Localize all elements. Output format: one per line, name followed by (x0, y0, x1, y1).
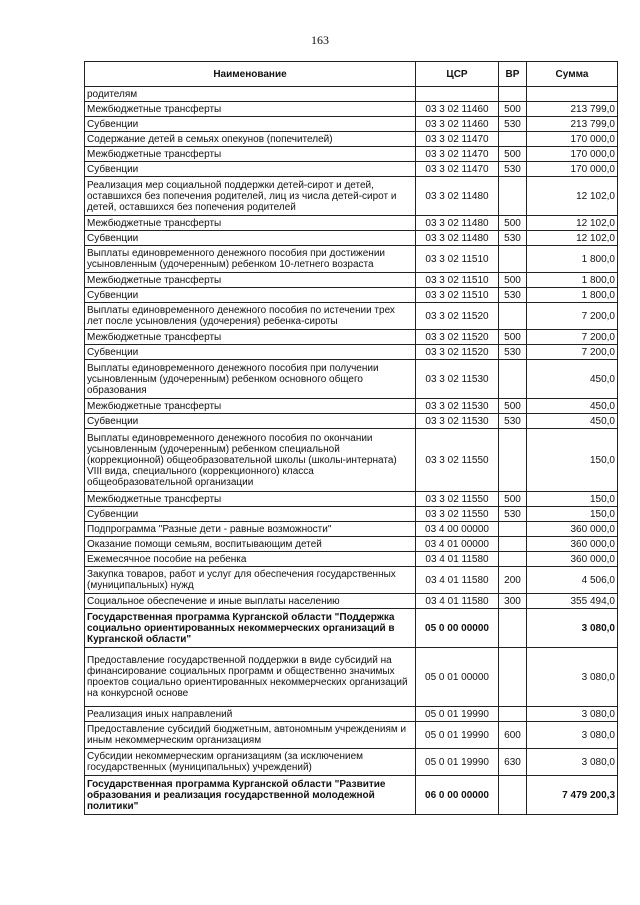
table-row (85, 749, 618, 776)
row-name-cell: Государственная программа Курганской области "Развитие образования и реализация государственной молодежной политики" (85, 776, 416, 815)
row-vr-cell: 300 (499, 594, 527, 609)
row-name-cell: Выплаты единовременного денежного пособия при получении усыновленным (удочеренным) ребенком основного общего образования (85, 360, 416, 399)
row-code-cell: 03 3 02 11510 (416, 246, 499, 273)
table-row (85, 162, 618, 177)
table-row (85, 132, 618, 147)
row-sum-cell: 3 080,0 (527, 648, 618, 707)
row-code-cell: 05 0 01 00000 (416, 648, 499, 707)
table-row (85, 246, 618, 273)
table-row (85, 429, 618, 492)
row-name-cell: Выплаты единовременного денежного пособия при достижении усыновленным (удочеренным) ребенком 10-летнего возраста (85, 246, 416, 273)
row-sum-cell: 450,0 (527, 399, 618, 414)
row-name-cell: Субвенции (85, 345, 416, 360)
table-body (85, 87, 618, 815)
row-vr-cell (499, 177, 527, 216)
row-vr-cell: 530 (499, 117, 527, 132)
row-code-cell: 03 3 02 11520 (416, 345, 499, 360)
row-code-cell: 03 4 01 11580 (416, 594, 499, 609)
row-name-cell: Ежемесячное пособие на ребенка (85, 552, 416, 567)
row-sum-cell: 4 506,0 (527, 567, 618, 594)
row-sum-cell: 12 102,0 (527, 231, 618, 246)
row-sum-cell: 3 080,0 (527, 707, 618, 722)
row-name-cell: Выплаты единовременного денежного пособия по окончании усыновленным (удочеренным) ребенком специальной (коррекционной) общеобразовательной школы (школы-интерната) VIII вида, специального (коррекционного) класса общеобразовательной организации (85, 429, 416, 492)
row-name-cell: родителям (85, 87, 416, 102)
table-header-row (85, 62, 618, 87)
row-name-cell: Реализация мер социальной поддержки детей-сирот и детей, оставшихся без попечения родителей, лиц из числа детей-сирот и детей, оставшихся без попечения родителей (85, 177, 416, 216)
row-sum-cell: 1 800,0 (527, 246, 618, 273)
table-row (85, 231, 618, 246)
row-code-cell: 03 3 02 11550 (416, 507, 499, 522)
table-row (85, 288, 618, 303)
row-sum-cell: 3 080,0 (527, 749, 618, 776)
row-sum-cell: 170 000,0 (527, 147, 618, 162)
row-name-cell: Реализация иных направлений (85, 707, 416, 722)
row-sum-cell: 355 494,0 (527, 594, 618, 609)
row-sum-cell: 450,0 (527, 414, 618, 429)
table-row (85, 273, 618, 288)
row-code-cell: 03 3 02 11480 (416, 231, 499, 246)
header-vr: ВР (499, 62, 527, 87)
row-name-cell: Социальное обеспечение и иные выплаты населению (85, 594, 416, 609)
row-code-cell: 03 3 02 11480 (416, 216, 499, 231)
row-name-cell: Субвенции (85, 507, 416, 522)
row-sum-cell: 450,0 (527, 360, 618, 399)
row-code-cell: 03 3 02 11530 (416, 399, 499, 414)
row-sum-cell: 170 000,0 (527, 132, 618, 147)
table-row (85, 522, 618, 537)
row-vr-cell: 530 (499, 414, 527, 429)
row-name-cell: Межбюджетные трансферты (85, 102, 416, 117)
row-vr-cell (499, 552, 527, 567)
row-sum-cell: 150,0 (527, 429, 618, 492)
row-sum-cell: 213 799,0 (527, 117, 618, 132)
row-code-cell: 03 3 02 11510 (416, 288, 499, 303)
table-row (85, 552, 618, 567)
row-sum-cell: 7 200,0 (527, 330, 618, 345)
row-name-cell: Межбюджетные трансферты (85, 399, 416, 414)
row-vr-cell (499, 87, 527, 102)
row-sum-cell: 1 800,0 (527, 288, 618, 303)
row-code-cell: 03 3 02 11550 (416, 429, 499, 492)
row-vr-cell (499, 648, 527, 707)
row-sum-cell: 7 200,0 (527, 345, 618, 360)
row-vr-cell: 530 (499, 345, 527, 360)
table-row (85, 776, 618, 815)
table-row (85, 330, 618, 345)
table-row (85, 399, 618, 414)
row-sum-cell: 213 799,0 (527, 102, 618, 117)
table-row (85, 147, 618, 162)
table-row (85, 609, 618, 648)
row-vr-cell (499, 776, 527, 815)
table-row (85, 216, 618, 231)
row-code-cell: 05 0 00 00000 (416, 609, 499, 648)
row-sum-cell: 360 000,0 (527, 552, 618, 567)
row-code-cell: 03 3 02 11510 (416, 273, 499, 288)
table-row (85, 594, 618, 609)
row-sum-cell: 7 479 200,3 (527, 776, 618, 815)
row-name-cell: Предоставление субсидий бюджетным, автономным учреждениям и иным некоммерческим организациям (85, 722, 416, 749)
table-row (85, 507, 618, 522)
row-code-cell: 06 0 00 00000 (416, 776, 499, 815)
row-name-cell: Межбюджетные трансферты (85, 330, 416, 345)
row-vr-cell: 500 (499, 399, 527, 414)
row-sum-cell: 1 800,0 (527, 273, 618, 288)
row-name-cell: Субсидии некоммерческим организациям (за исключением государственных (муниципальных) учреждений) (85, 749, 416, 776)
row-name-cell: Субвенции (85, 414, 416, 429)
row-sum-cell: 150,0 (527, 492, 618, 507)
row-vr-cell: 530 (499, 231, 527, 246)
row-name-cell: Содержание детей в семьях опекунов (попечителей) (85, 132, 416, 147)
row-name-cell: Закупка товаров, работ и услуг для обеспечения государственных (муниципальных) нужд (85, 567, 416, 594)
row-name-cell: Межбюджетные трансферты (85, 216, 416, 231)
row-code-cell: 03 3 02 11520 (416, 330, 499, 345)
row-vr-cell: 500 (499, 147, 527, 162)
row-sum-cell: 3 080,0 (527, 609, 618, 648)
row-code-cell: 03 4 00 00000 (416, 522, 499, 537)
row-sum-cell: 12 102,0 (527, 177, 618, 216)
row-code-cell: 03 3 02 11480 (416, 177, 499, 216)
row-sum-cell: 150,0 (527, 507, 618, 522)
row-vr-cell: 530 (499, 288, 527, 303)
row-name-cell: Межбюджетные трансферты (85, 273, 416, 288)
header-sum: Сумма (527, 62, 618, 87)
row-code-cell: 03 4 01 11580 (416, 552, 499, 567)
row-code-cell: 03 3 02 11460 (416, 102, 499, 117)
row-vr-cell: 200 (499, 567, 527, 594)
table-row (85, 117, 618, 132)
row-code-cell: 03 3 02 11460 (416, 117, 499, 132)
row-code-cell: 03 4 01 11580 (416, 567, 499, 594)
table-row (85, 722, 618, 749)
row-vr-cell: 500 (499, 273, 527, 288)
page-number: 163 (311, 33, 329, 47)
table-row (85, 707, 618, 722)
row-sum-cell: 7 200,0 (527, 303, 618, 330)
header-name: Наименование (85, 62, 416, 87)
row-name-cell: Государственная программа Курганской области "Поддержка социально ориентированных некоммерческих организаций в Курганской области" (85, 609, 416, 648)
row-sum-cell (527, 87, 618, 102)
row-name-cell: Субвенции (85, 117, 416, 132)
row-vr-cell: 600 (499, 722, 527, 749)
row-vr-cell (499, 429, 527, 492)
row-name-cell: Субвенции (85, 231, 416, 246)
row-code-cell: 03 4 01 00000 (416, 537, 499, 552)
row-vr-cell (499, 707, 527, 722)
row-sum-cell: 170 000,0 (527, 162, 618, 177)
row-sum-cell: 360 000,0 (527, 522, 618, 537)
row-vr-cell: 530 (499, 162, 527, 177)
header-code: ЦСР (416, 62, 499, 87)
row-code-cell: 05 0 01 19990 (416, 722, 499, 749)
row-code-cell: 03 3 02 11520 (416, 303, 499, 330)
table-row (85, 492, 618, 507)
row-code-cell (416, 87, 499, 102)
table-row (85, 648, 618, 707)
row-name-cell: Межбюджетные трансферты (85, 147, 416, 162)
table-row (85, 537, 618, 552)
table-row (85, 177, 618, 216)
row-vr-cell: 530 (499, 507, 527, 522)
table-row (85, 303, 618, 330)
table-row (85, 87, 618, 102)
row-sum-cell: 12 102,0 (527, 216, 618, 231)
row-name-cell: Межбюджетные трансферты (85, 492, 416, 507)
row-vr-cell: 500 (499, 492, 527, 507)
row-name-cell: Выплаты единовременного денежного пособия по истечении трех лет после усыновления (удочерения) ребенка-сироты (85, 303, 416, 330)
row-name-cell: Предоставление государственной поддержки в виде субсидий на финансирование социальных программ и общественно значимых проектов социально ориентированных некоммерческих организаций на конкурсной основе (85, 648, 416, 707)
row-code-cell: 03 3 02 11530 (416, 414, 499, 429)
row-vr-cell: 500 (499, 102, 527, 117)
row-code-cell: 03 3 02 11530 (416, 360, 499, 399)
table-row (85, 414, 618, 429)
row-name-cell: Субвенции (85, 288, 416, 303)
table-row (85, 567, 618, 594)
row-code-cell: 05 0 01 19990 (416, 749, 499, 776)
budget-table (84, 61, 618, 815)
row-code-cell: 03 3 02 11470 (416, 147, 499, 162)
row-vr-cell (499, 522, 527, 537)
row-name-cell: Оказание помощи семьям, воспитывающим детей (85, 537, 416, 552)
row-sum-cell: 360 000,0 (527, 537, 618, 552)
row-code-cell: 05 0 01 19990 (416, 707, 499, 722)
row-vr-cell (499, 609, 527, 648)
row-vr-cell: 630 (499, 749, 527, 776)
row-code-cell: 03 3 02 11470 (416, 132, 499, 147)
row-vr-cell (499, 246, 527, 273)
table-row (85, 102, 618, 117)
row-code-cell: 03 3 02 11550 (416, 492, 499, 507)
table-row (85, 360, 618, 399)
table-row (85, 345, 618, 360)
row-vr-cell (499, 303, 527, 330)
row-vr-cell (499, 132, 527, 147)
row-code-cell: 03 3 02 11470 (416, 162, 499, 177)
row-vr-cell (499, 537, 527, 552)
row-vr-cell (499, 360, 527, 399)
row-name-cell: Субвенции (85, 162, 416, 177)
row-sum-cell: 3 080,0 (527, 722, 618, 749)
row-vr-cell: 500 (499, 216, 527, 231)
row-name-cell: Подпрограмма "Разные дети - равные возможности" (85, 522, 416, 537)
row-vr-cell: 500 (499, 330, 527, 345)
